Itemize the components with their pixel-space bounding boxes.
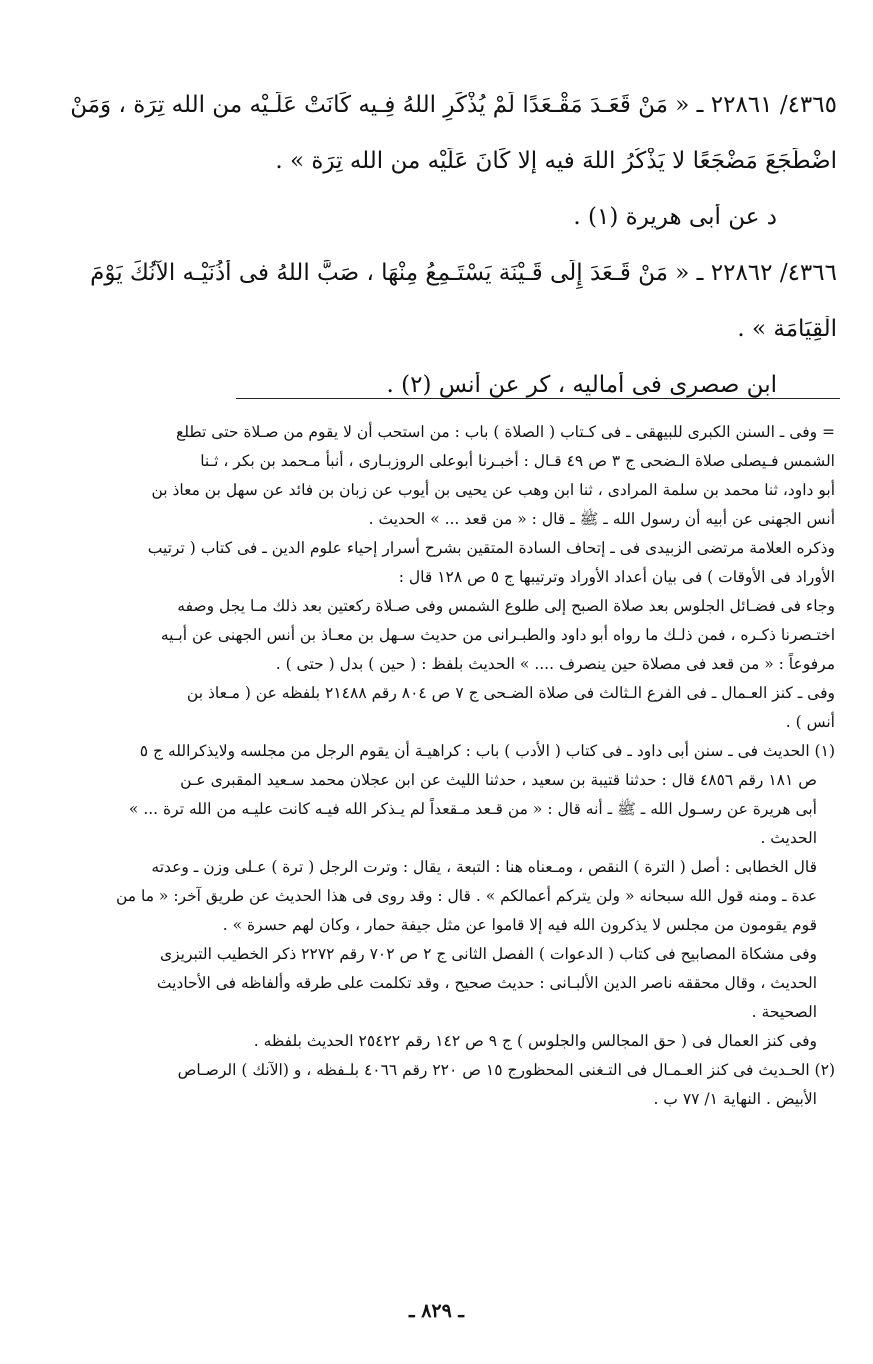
- footnotes: [60, 420, 835, 1116]
- footnote-line: اختـصرنا ذكـره ، فمن ذلـك ما رواه أبو داود والطبـرانى من حديث سـهل بن معـاذ بن أنس الجهنى عن أبـيه: [160, 626, 835, 644]
- footnote-1-line: الصحيحة .: [751, 1003, 817, 1021]
- footnote-line: الشمس فـيصلى صلاة الـضحى ج ٣ ص ٤٩ قـال : أخبـرنا أبوعلى الروزبـارى ، أنبأ مـحمد بن بكر ، ثـنا: [200, 452, 835, 470]
- footnote-1-line: وفى كنز العمال فى ( حق المجالس والجلوس ) ج ٩ ص ١٤٢ رقم ٢٥٤٢٢ الحديث بلفظه .: [253, 1032, 817, 1050]
- hadith-section: [70, 92, 837, 428]
- footnote-line: وجاء فى فضـائل الجلوس بعد صلاة الصبح إلى طلوع الشمس وفى صـلاة ركعتين بعد ذلك مـا يجل وصفه: [177, 597, 835, 615]
- footnote-1-line: قال الخطابى : أصل ( الترة ) النقص ، ومـعناه هنا : التبعة ، يقال : وترت الرجل ( ترة ) عـلى وزن ـ وعدته: [151, 858, 817, 876]
- footnote-1-line: قوم يقومون من مجلس لا يذكرون الله فيه إلا قاموا عن مثل جيفة حمار ، وكان لهم حسرة » .: [222, 916, 817, 934]
- hadith-4365-line-1: ٤٣٦٥/ ٢٢٨٦١ ـ « مَنْ قَعَـدَ مَقْـعَدًا لَمْ يُذْكَرِ اللهُ فِـيه كَانَتْ عَلَـيْه من الله تِرَة ، وَمَنْ: [70, 92, 837, 118]
- footnote-1-line: وفى مشكاة المصابيح فى كتاب ( الدعوات ) الفصل الثانى ج ٢ ص ٧٠٢ رقم ٢٢٧٢ ذكر الخطيب التبريزى: [159, 945, 817, 963]
- footnote-1-line: الحديث .: [760, 829, 817, 847]
- hadith-4366-line-2: الْقِيَامَة » .: [737, 316, 837, 342]
- footnote-line: أنس الجهنى عن أبيه أن رسول الله ـ ﷺ ـ قال : « من قعد ... » الحديث .: [368, 510, 835, 528]
- footnote-line: وذكره العلامة مرتضى الزبيدى فى ـ إتحاف السادة المتقين بشرح أسرار إحياء علوم الدين ـ فى كتاب ( ترتيب: [147, 539, 835, 557]
- footnote-1-line: الحديث ، وقال محققه ناصر الدين الألبـانى : حديث صحيح ، وقد تكلمت على طرقه وألفاظه فى الأحاديث: [156, 974, 817, 992]
- footnote-1-line: (١) الحديث فى ـ سنن أبى داود ـ فى كتاب ( الأدب ) باب : كراهيـة أن يقوم الرجل من مجلسه ولايذكرالله ج ٥: [139, 742, 835, 760]
- footnote-1-line: عدة ـ ومنه قول الله سبحانه « ولن يتركم أعمالكم » . قال : وقد روى فى هذا الحديث عن طريق آخر: « ما من: [115, 887, 817, 905]
- footnote-1-line: أبى هريرة عن رسـول الله ـ ﷺ ـ أنه قال : « من قـعد مـقعداً لم يـذكر الله فيـه كانت عليـه من الله ترة ... »: [128, 800, 817, 818]
- hadith-4365-source: د عن أَبى هريرة (١) .: [573, 204, 777, 230]
- footnote-line: أبو داود، ثنا محمد بن سلمة المرادى ، ثنا ابن وهب عن يحيى بن أيوب عن زبان بن فائد عن سهل بن معاذ بن: [151, 481, 835, 499]
- hadith-4365-line-2: اضْطَجَعَ مَضْجَعًا لا يَذْكُرُ اللهَ فيه إلا كَانَ عَلَيْه من الله تِرَة » .: [275, 148, 837, 174]
- hadith-4366-source: ابن صصرى فى أَماليه ، كر عن أَنس (٢) .: [386, 372, 777, 398]
- footnote-1-line: ص ١٨١ رقم ٤٨٥٦ قال : حدثنا قتيبة بن سعيد ، حدثنا الليث عن ابن عجلان محمد سـعيد المقبرى عـن: [180, 771, 817, 789]
- footnote-line: وفى ـ كنز العـمال ـ فى الفرع الـثالث فى صلاة الضـحى ج ٧ ص ٨٠٤ رقم ٢١٤٨٨ بلفظه عن ( مـعاذ بن: [186, 684, 835, 702]
- footnote-line: الأوراد فى الأوقات ) فى بيان أعداد الأوراد وترتيبها ج ٥ ص ١٢٨ قال :: [398, 568, 835, 586]
- footnote-line: مرفوعاً : « من قعد فى مصلاة حين ينصرف .... » الحديث بلفظ : ( حين ) بدل ( حتى ) .: [275, 655, 835, 673]
- footnote-separator: [236, 398, 840, 399]
- footnote-2-line: الأبيض . النهاية ١/ ٧٧ ب .: [653, 1090, 817, 1108]
- page-number: ـ ٨٢٩ ـ: [409, 1300, 464, 1322]
- footnote-line: أنس ) .: [785, 713, 835, 731]
- hadith-4366-line-1: ٤٣٦٦/ ٢٢٨٦٢ ـ « مَنْ قَـعَدَ إِلَى قَـيْنَة يَسْتَـمِعُ مِنْهَا ، صَبَّ اللهُ فى أُذُنَيْـه الآنُكَ يَوْمَ: [90, 260, 837, 286]
- footnote-2-line: (٢) الحـديث فى كنز العـمـال فى التـغنى المحظورج ١٥ ص ٢٢٠ رقم ٤٠٦٦ بلـفظه ، و (الآنك ) الرصـاص: [177, 1061, 835, 1079]
- footnote-line: = وفى ـ السنن الكبرى للبيهقى ـ فى كـتاب ( الصلاة ) باب : من استحب أن لا يقوم من صـلاة حتى تطلع: [175, 423, 835, 441]
